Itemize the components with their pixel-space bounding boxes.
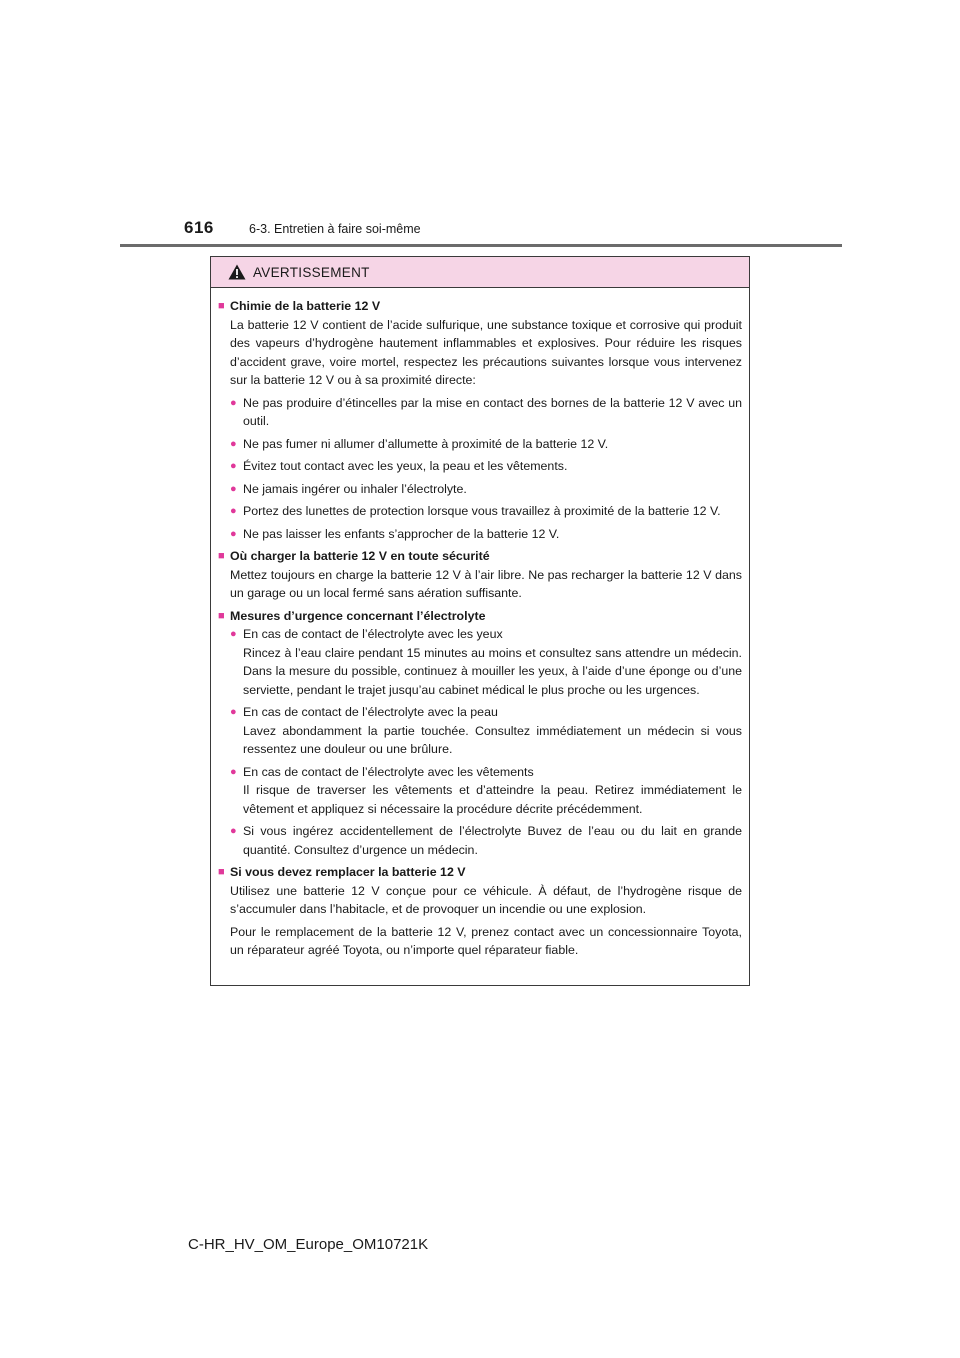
square-bullet-icon: ■ [218, 866, 225, 878]
bullet-line: Portez des lunettes de protection lorsque vous travaillez à proximité de la batterie 12 V. [243, 504, 721, 518]
bullet-item [230, 703, 742, 759]
warning-section [218, 863, 742, 960]
section-paragraph: Mettez toujours en charge la batterie 12 V à l’air libre. Ne pas recharger la batterie 12 V dans un garage ou un local fermé sans aération suffisante. [230, 567, 742, 600]
bullet-text [243, 525, 742, 544]
bullet-item [230, 625, 742, 699]
bullet-item [230, 394, 742, 431]
bullet-item [230, 525, 742, 544]
section-heading-text: Où charger la batterie 12 V en toute sécurité [230, 549, 490, 563]
bullet-text [243, 480, 742, 499]
round-bullet-icon: ● [230, 765, 237, 778]
warning-header [211, 257, 749, 288]
bullet-item [230, 822, 742, 859]
page-number: 616 [184, 218, 214, 237]
warning-box [210, 256, 750, 986]
section-paragraph: La batterie 12 V contient de l’acide sulfurique, une substance toxique et corrosive qui produit des vapeurs d’hydrogène hautement inflammables et explosives. Pour réduire les risques d’accident grave, voire mortel, respectez les précautions suivantes lorsque vous intervenez sur la batterie 12 V ou à sa proximité directe: [230, 317, 742, 387]
bullet-line: Si vous ingérez accidentellement de l’électrolyte Buvez de l’eau ou du lait en grande quantité. Consultez d’urgence un médecin. [243, 824, 742, 857]
section-heading [218, 547, 742, 566]
square-bullet-icon: ■ [218, 609, 225, 622]
bullet-line: Ne pas fumer ni allumer d’allumette à proximité de la batterie 12 V. [243, 436, 609, 451]
bullet-line: Ne pas laisser les enfants s’approcher de la batterie 12 V. [243, 526, 560, 541]
warning-triangle-icon [228, 264, 246, 280]
bullet-item [230, 480, 742, 499]
bullet-line: Ne jamais ingérer ou inhaler l’électrolyte. [243, 481, 467, 496]
round-bullet-icon: ● [230, 437, 237, 450]
round-bullet-icon: ● [230, 505, 237, 517]
round-bullet-icon: ● [230, 825, 237, 837]
square-bullet-icon: ■ [218, 300, 225, 312]
bullet-text [243, 763, 742, 819]
section-paragraph: Pour le remplacement de la batterie 12 V, prenez contact avec un concessionnaire Toyota, un réparateur agréé Toyota, ou n’importe quel réparateur fiable. [230, 924, 742, 957]
section-heading [218, 863, 742, 882]
bullet-text [243, 822, 742, 859]
section-heading-text: Si vous devez remplacer la batterie 12 V [230, 865, 466, 879]
bullet-item [230, 457, 742, 476]
bullet-detail: Lavez abondamment la partie touchée. Consultez immédiatement un médecin si vous ressentez une douleur ou une brûlure. [243, 723, 742, 756]
round-bullet-icon: ● [230, 527, 237, 540]
bullet-text [243, 703, 742, 759]
warning-title: AVERTISSEMENT [253, 264, 370, 280]
bullet-item [230, 502, 742, 521]
bullet-text [243, 502, 742, 521]
bullet-item [230, 435, 742, 454]
bullet-text [243, 625, 742, 699]
bullet-line: En cas de contact de l’électrolyte avec la peau [243, 705, 498, 719]
section-paragraph: Utilisez une batterie 12 V conçue pour ce véhicule. À défaut, de l’hydrogène risque de s’accumuler dans l’habitacle, et de provoquer un incendie ou une explosion. [230, 883, 742, 916]
bullet-text [243, 435, 742, 454]
warning-section [218, 607, 742, 860]
bullet-text [243, 457, 742, 476]
bullet-line: Évitez tout contact avec les yeux, la peau et les vêtements. [243, 459, 568, 473]
round-bullet-icon: ● [230, 628, 237, 640]
section-heading-text: Chimie de la batterie 12 V [230, 299, 381, 313]
bullet-item [230, 763, 742, 819]
round-bullet-icon: ● [230, 706, 237, 718]
section-heading [218, 607, 742, 626]
header-rule [120, 244, 842, 247]
bullet-detail: Rincez à l’eau claire pendant 15 minutes au moins et consultez sans attendre un médecin. Dans la mesure du possible, continuez à mouiller les yeux, à l’aide d’une éponge ou d’une serviette, pendant le trajet jusqu’au cabinet médical le plus proche ou les urgences. [243, 645, 742, 697]
section-heading [218, 297, 742, 316]
round-bullet-icon: ● [230, 482, 237, 495]
warning-section [218, 297, 742, 543]
round-bullet-icon: ● [230, 460, 237, 472]
warning-section [218, 547, 742, 603]
section-heading-text: Mesures d’urgence concernant l’électrolyte [230, 608, 486, 623]
bullet-line: Ne pas produire d’étincelles par la mise en contact des bornes de la batterie 12 V avec un outil. [243, 395, 742, 428]
section-title: 6-3. Entretien à faire soi-même [249, 222, 421, 236]
round-bullet-icon: ● [230, 396, 237, 409]
bullet-line: En cas de contact de l’électrolyte avec les yeux [243, 627, 503, 641]
square-bullet-icon: ■ [218, 550, 225, 562]
bullet-text [243, 394, 742, 431]
document-code: C-HR_HV_OM_Europe_OM10721K [188, 1236, 429, 1253]
bullet-line: En cas de contact de l’électrolyte avec les vêtements [243, 764, 534, 779]
bullet-detail: Il risque de traverser les vêtements et d’atteindre la peau. Retirez immédiatement le vêtement et appliquez si nécessaire la procédure décrite précédemment. [243, 783, 742, 816]
warning-body [211, 288, 749, 960]
